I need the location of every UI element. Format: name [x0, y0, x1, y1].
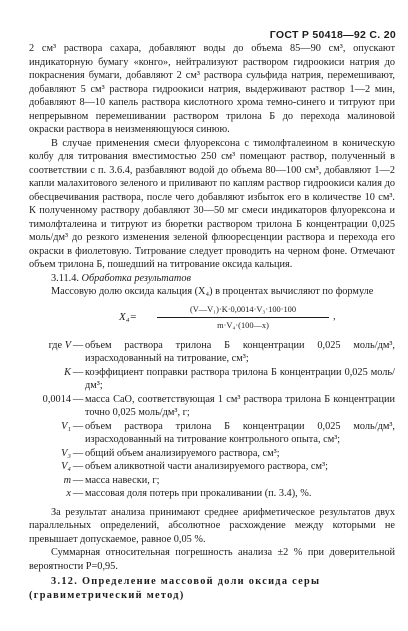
- definition-item: m — масса навески, г;: [29, 474, 395, 488]
- paragraph-formula-intro: Массовую долю оксида кальция (X₄) в процентах вычисляют по формуле: [51, 286, 374, 297]
- definition-text: масса CaO, соответствующая 1 см³ раствора трилона Б концентрации точно 0,025 моль/дм³, г;: [85, 393, 395, 418]
- definition-symbol: x: [66, 488, 71, 499]
- definition-text: массовая доля потерь при прокаливании (п. 3.4), %.: [85, 488, 312, 499]
- definition-symbol: m: [63, 474, 71, 486]
- definition-symbol: V₁: [61, 420, 71, 432]
- section-3-12-heading: 3.12. Определение массовой доли оксида серы (гравиметрический метод): [29, 576, 321, 601]
- definition-symbol: V₄: [61, 461, 71, 472]
- definition-symbol: K: [64, 366, 71, 378]
- definition-item: V₁ — объем раствора трилона Б концентрации 0,025 моль/дм³, израсходованный на титрование контрольного опыта, см³;: [29, 420, 395, 447]
- paragraph-result: За результат анализа принимают среднее арифметическое результатов двух параллельных определений, абсолютное расхождение между которыми не превышает допускаемое, равное 0,05 %.: [29, 506, 395, 545]
- definition-text: общий объем анализируемого раствора, см³;: [85, 447, 280, 459]
- formula: [29, 302, 395, 336]
- definition-item: V₄ — объем аликвотной части анализируемого раствора, см³;: [29, 460, 395, 474]
- definition-text: масса навески, г;: [85, 474, 160, 486]
- definition-text: объем раствора трилона Б концентрации 0,025 моль/дм³, израсходованный на титрование, см³;: [85, 339, 395, 364]
- page-header: ГОСТ Р 50418—92 С. 20: [269, 29, 396, 41]
- formula-lhs: X₄=: [119, 310, 137, 323]
- definition-item: x — массовая доля потерь при прокаливании (п. 3.4), %.: [29, 487, 395, 501]
- definition-symbol: где V: [48, 339, 71, 351]
- paragraph-error: Суммарная относительная погрешность анализа ±2 % при доверительной вероятности P=0,95.: [29, 547, 395, 572]
- definitions-list: [29, 339, 395, 501]
- paragraph-fluorexon: В случае применения смеси флуорексона с тимолфталеином в коническую колбу для титрования вместимостью 250 см³ помещают раствор, полученный в соответствии с п. 3.6.4, разбавляют водой до объема 80—100 см³, добавляют 1—2 капли малахитового зеленого и приливают по каплям раствор гидроокиси калия до обесцвечивания раствора, после чего добавляют избыток его в количестве 10 см³. К полученному раствору добавляют 30—50 мг смеси индикаторов флуорексона и тимолфталеина и титруют из бюретки раствором трилона Б концентрации 0,025 моль/дм³ до резкого изменения зеленой флюоресценции раствора и перехода его окраски в фиолетовую. Титрование следует проводить на черном фоне. Отмечают объем трилона Б, пошедший на титрование оксида кальция.: [29, 137, 395, 270]
- definition-item: V₃ — общий объем анализируемого раствора, см³;: [29, 447, 395, 461]
- definition-symbol: V₃: [61, 447, 71, 459]
- document-body: [29, 42, 395, 602]
- paragraph-titration-sugar: 2 см³ раствора сахара, добавляют воды до объема 85—90 см³, опускают индикаторную бумагу «конго», нейтрализуют раствором гидроокиси натрия до покраснения бумаги, добавляют 2 см³ раствора сульфида натрия, перемешивают, добавляют 5 см³ раствора гидроокиси натрия, выдерживают раствор 1—2 мин, добавляют 8—10 капель раствора кислотного хрома темно-синего и титруют при непрерывном перемешивании раствором трилона Б до перехода малиновой окраски раствора в неизменяющуюся синюю.: [29, 43, 395, 135]
- formula-numerator: (V—V₁)·K·0,0014·V₃·100·100: [157, 303, 329, 319]
- formula-fraction: [157, 303, 329, 333]
- section-number: 3.11.4.: [51, 272, 79, 284]
- definition-item: K — коэффициент поправки раствора трилона Б концентрации 0,025 моль/дм³;: [29, 366, 395, 393]
- section-title: Обработка результатов: [81, 272, 191, 284]
- definition-item: 0,0014 — масса CaO, соответствующая 1 см³ раствора трилона Б концентрации точно 0,025 моль/дм³, г;: [29, 393, 395, 420]
- definition-item: где V — объем раствора трилона Б концентрации 0,025 моль/дм³, израсходованный на титрование, см³;: [29, 339, 395, 366]
- definition-symbol: 0,0014: [42, 393, 71, 405]
- definition-text: коэффициент поправки раствора трилона Б концентрации 0,025 моль/дм³;: [85, 366, 395, 391]
- definition-text: объем аликвотной части анализируемого раствора, см³;: [85, 461, 328, 472]
- definition-text: объем раствора трилона Б концентрации 0,025 моль/дм³, израсходованный на титрование контрольного опыта, см³;: [85, 420, 395, 445]
- formula-denominator: m·V₄·(100—x): [217, 321, 269, 330]
- formula-end: ,: [333, 310, 336, 322]
- section-3-11-4-heading: [29, 272, 395, 286]
